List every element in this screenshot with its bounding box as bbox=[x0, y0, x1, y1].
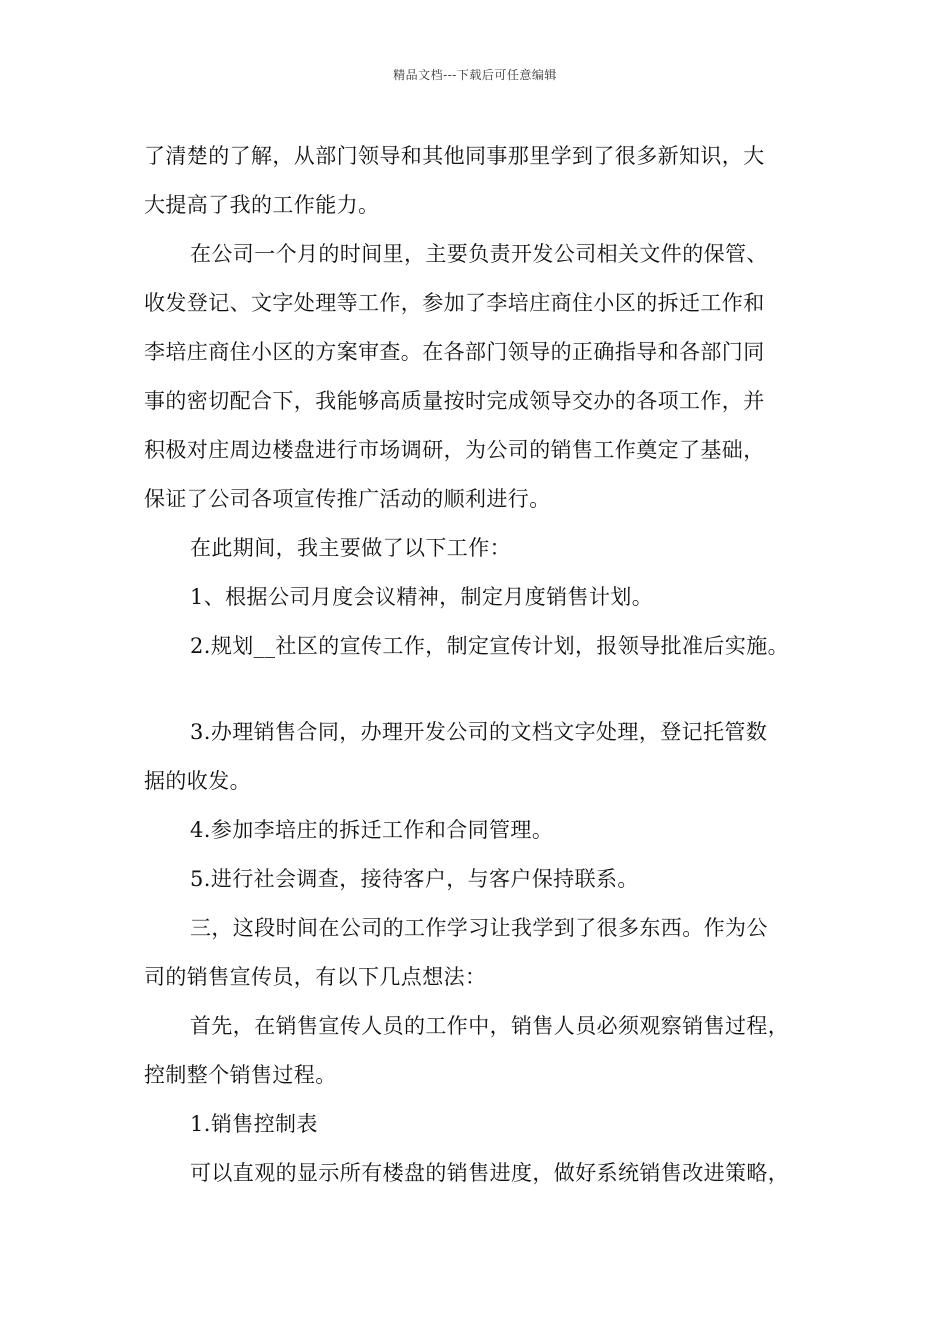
list-item: 3.办理销售合同，办理开发公司的文档文字处理，登记托管数 bbox=[190, 720, 768, 744]
list-item: 2.规划__社区的宣传工作，制定宣传计划，报领导批准后实施。 bbox=[190, 634, 790, 658]
paragraph-line: 司的销售宣传员，有以下几点想法： bbox=[144, 965, 487, 989]
paragraph-line: 控制整个销售过程。 bbox=[144, 1063, 337, 1087]
paragraph-line: 事的密切配合下，我能够高质量按时完成领导交办的各项工作，并 bbox=[144, 389, 765, 413]
paragraph-line: 李培庄商住小区的方案审查。在各部门领导的正确指导和各部门同 bbox=[144, 340, 765, 364]
paragraph-line: 了清楚的了解，从部门领导和其他同事那里学到了很多新知识，大 bbox=[144, 144, 765, 168]
paragraph-line: 三，这段时间在公司的工作学习让我学到了很多东西。作为公 bbox=[190, 916, 768, 940]
paragraph-line: 积极对庄周边楼盘进行市场调研，为公司的销售工作奠定了基础， bbox=[144, 438, 765, 462]
paragraph-line: 保证了公司各项宣传推广活动的顺利进行。 bbox=[144, 487, 551, 511]
paragraph-line: 大提高了我的工作能力。 bbox=[144, 193, 380, 217]
paragraph-line: 在此期间，我主要做了以下工作： bbox=[190, 536, 511, 560]
list-item: 1、根据公司月度会议精神，制定月度销售计划。 bbox=[190, 585, 654, 609]
list-item: 4.参加李培庄的拆迁工作和合同管理。 bbox=[190, 818, 554, 842]
blank-gap bbox=[144, 671, 824, 708]
page-header: 精品文档---下载后可任意编辑 bbox=[393, 68, 557, 82]
list-item: 5.进行社会调查，接待客户，与客户保持联系。 bbox=[190, 867, 639, 891]
paragraph-line: 首先，在销售宣传人员的工作中，销售人员必须观察销售过程， bbox=[190, 1014, 790, 1038]
paragraph-line: 可以直观的显示所有楼盘的销售进度，做好系统销售改进策略， bbox=[190, 1161, 790, 1185]
paragraph-line: 收发登记、文字处理等工作，参加了李培庄商住小区的拆迁工作和 bbox=[144, 291, 765, 315]
document-body bbox=[144, 132, 824, 1198]
paragraph-line: 在公司一个月的时间里，主要负责开发公司相关文件的保管、 bbox=[190, 242, 768, 266]
section-heading: 1.销售控制表 bbox=[190, 1112, 318, 1136]
paragraph-line: 据的收发。 bbox=[144, 769, 251, 793]
